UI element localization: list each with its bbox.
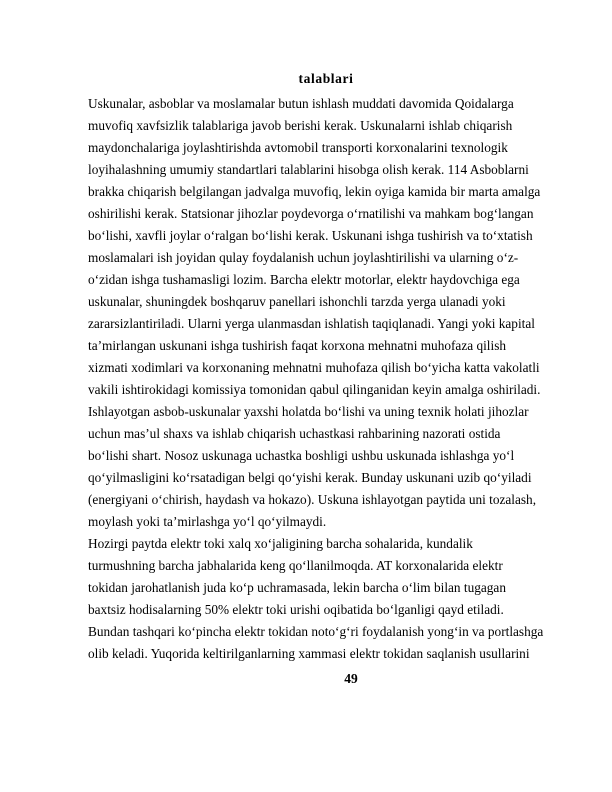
text-line: muvofiq xavfsizlik talablariga javob berishi kerak. Uskunalarni ishlab chiqarish [88, 118, 513, 133]
text-line: ta’mirlangan uskunani ishga tushirish faqat korxona mehnatni muhofaza qilish [88, 338, 507, 353]
text-line: qo‘yilmasligini ko‘rsatadigan belgi qo‘yishi kerak. Bunday uskunani uzib qo‘yiladi [88, 470, 532, 485]
text-line: loyihalashning umumiy standartlari talablarini hisobga olish kerak. 114 Asboblarni [88, 162, 529, 177]
body-text [88, 93, 578, 665]
text-line: (energiyani o‘chirish, haydash va hokazo). Uskuna ishlayotgan paytida uni tozalash, [88, 492, 537, 507]
text-line: Bundan tashqari ko‘pincha elektr tokidan noto‘g‘ri foydalanish yong‘in va portlashga [88, 624, 544, 639]
text-line: moylash yoki ta’mirlashga yo‘l qo‘yilmaydi. [88, 514, 327, 529]
text-line: Hozirgi paytda elektr toki xalq xo‘jaligining barcha sohalarida, kundalik [88, 536, 473, 551]
text-line: uskunalar, shuningdek boshqaruv panellari ishonchli tarzda yerga ulanadi yoki [88, 294, 506, 309]
text-line: olib keladi. Yuqorida keltirilganlarning xammasi elektr tokidan saqlanish usullarini [88, 646, 530, 661]
text-line: Uskunalar, asboblar va moslamalar butun ishlash muddati davomida Qoidalarga [88, 96, 514, 111]
section-heading: talablari [298, 71, 354, 86]
text-line: o‘zidan ishga tushamasligi lozim. Barcha elektr motorlar, elektr haydovchiga ega [88, 272, 520, 287]
text-line: turmushning barcha jabhalarida keng qo‘llanilmoqda. AT korxonalarida elektr [88, 558, 503, 573]
text-line: moslamalari ish joyidan qulay foydalanish uchun joylashtirilishi va ularning o‘z- [88, 250, 519, 265]
text-line: Ishlayotgan asbob-uskunalar yaxshi holatda bo‘lishi va uning texnik holati jihozlar [88, 404, 529, 419]
text-line: baxtsiz hodisalarning 50% elektr toki urishi oqibatida bo‘lganligi qayd etiladi. [88, 602, 504, 617]
text-line: bo‘lishi shart. Nosoz uskunaga uchastka boshligi ushbu uskunada ishlashga yo‘l [88, 448, 515, 463]
page-number: 49 [344, 671, 358, 686]
text-line: tokidan jarohatlanish juda ko‘p uchramasada, lekin barcha o‘lim bilan tugagan [88, 580, 506, 595]
text-line: brakka chiqarish belgilangan jadvalga muvofiq, lekin oyiga kamida bir marta amalga [88, 184, 541, 199]
text-line: zararsizlantiriladi. Ularni yerga ulanmasdan ishlatish taqiqlanadi. Yangi yoki kapital [88, 316, 535, 331]
text-line: uchun mas’ul shaxs va ishlab chiqarish uchastkasi rahbarining nazorati ostida [88, 426, 501, 441]
text-line: vakili ishtirokidagi komissiya tomonidan qabul qilinganidan keyin amalga oshiriladi. [88, 382, 541, 397]
text-line: xizmati xodimlari va korxonaning mehnatni muhofaza qilish bo‘yicha katta vakolatli [88, 360, 540, 375]
text-line: oshirilishi kerak. Statsionar jihozlar poydevorga o‘rnatilishi va mahkam bog‘langan [88, 206, 534, 221]
text-line: bo‘lishi, xavfli joylar o‘ralgan bo‘lishi kerak. Uskunani ishga tushirish va to‘xtatish [88, 228, 533, 243]
text-line: maydonchalariga joylashtirishda avtomobil transporti korxonalarini texnologik [88, 140, 508, 155]
